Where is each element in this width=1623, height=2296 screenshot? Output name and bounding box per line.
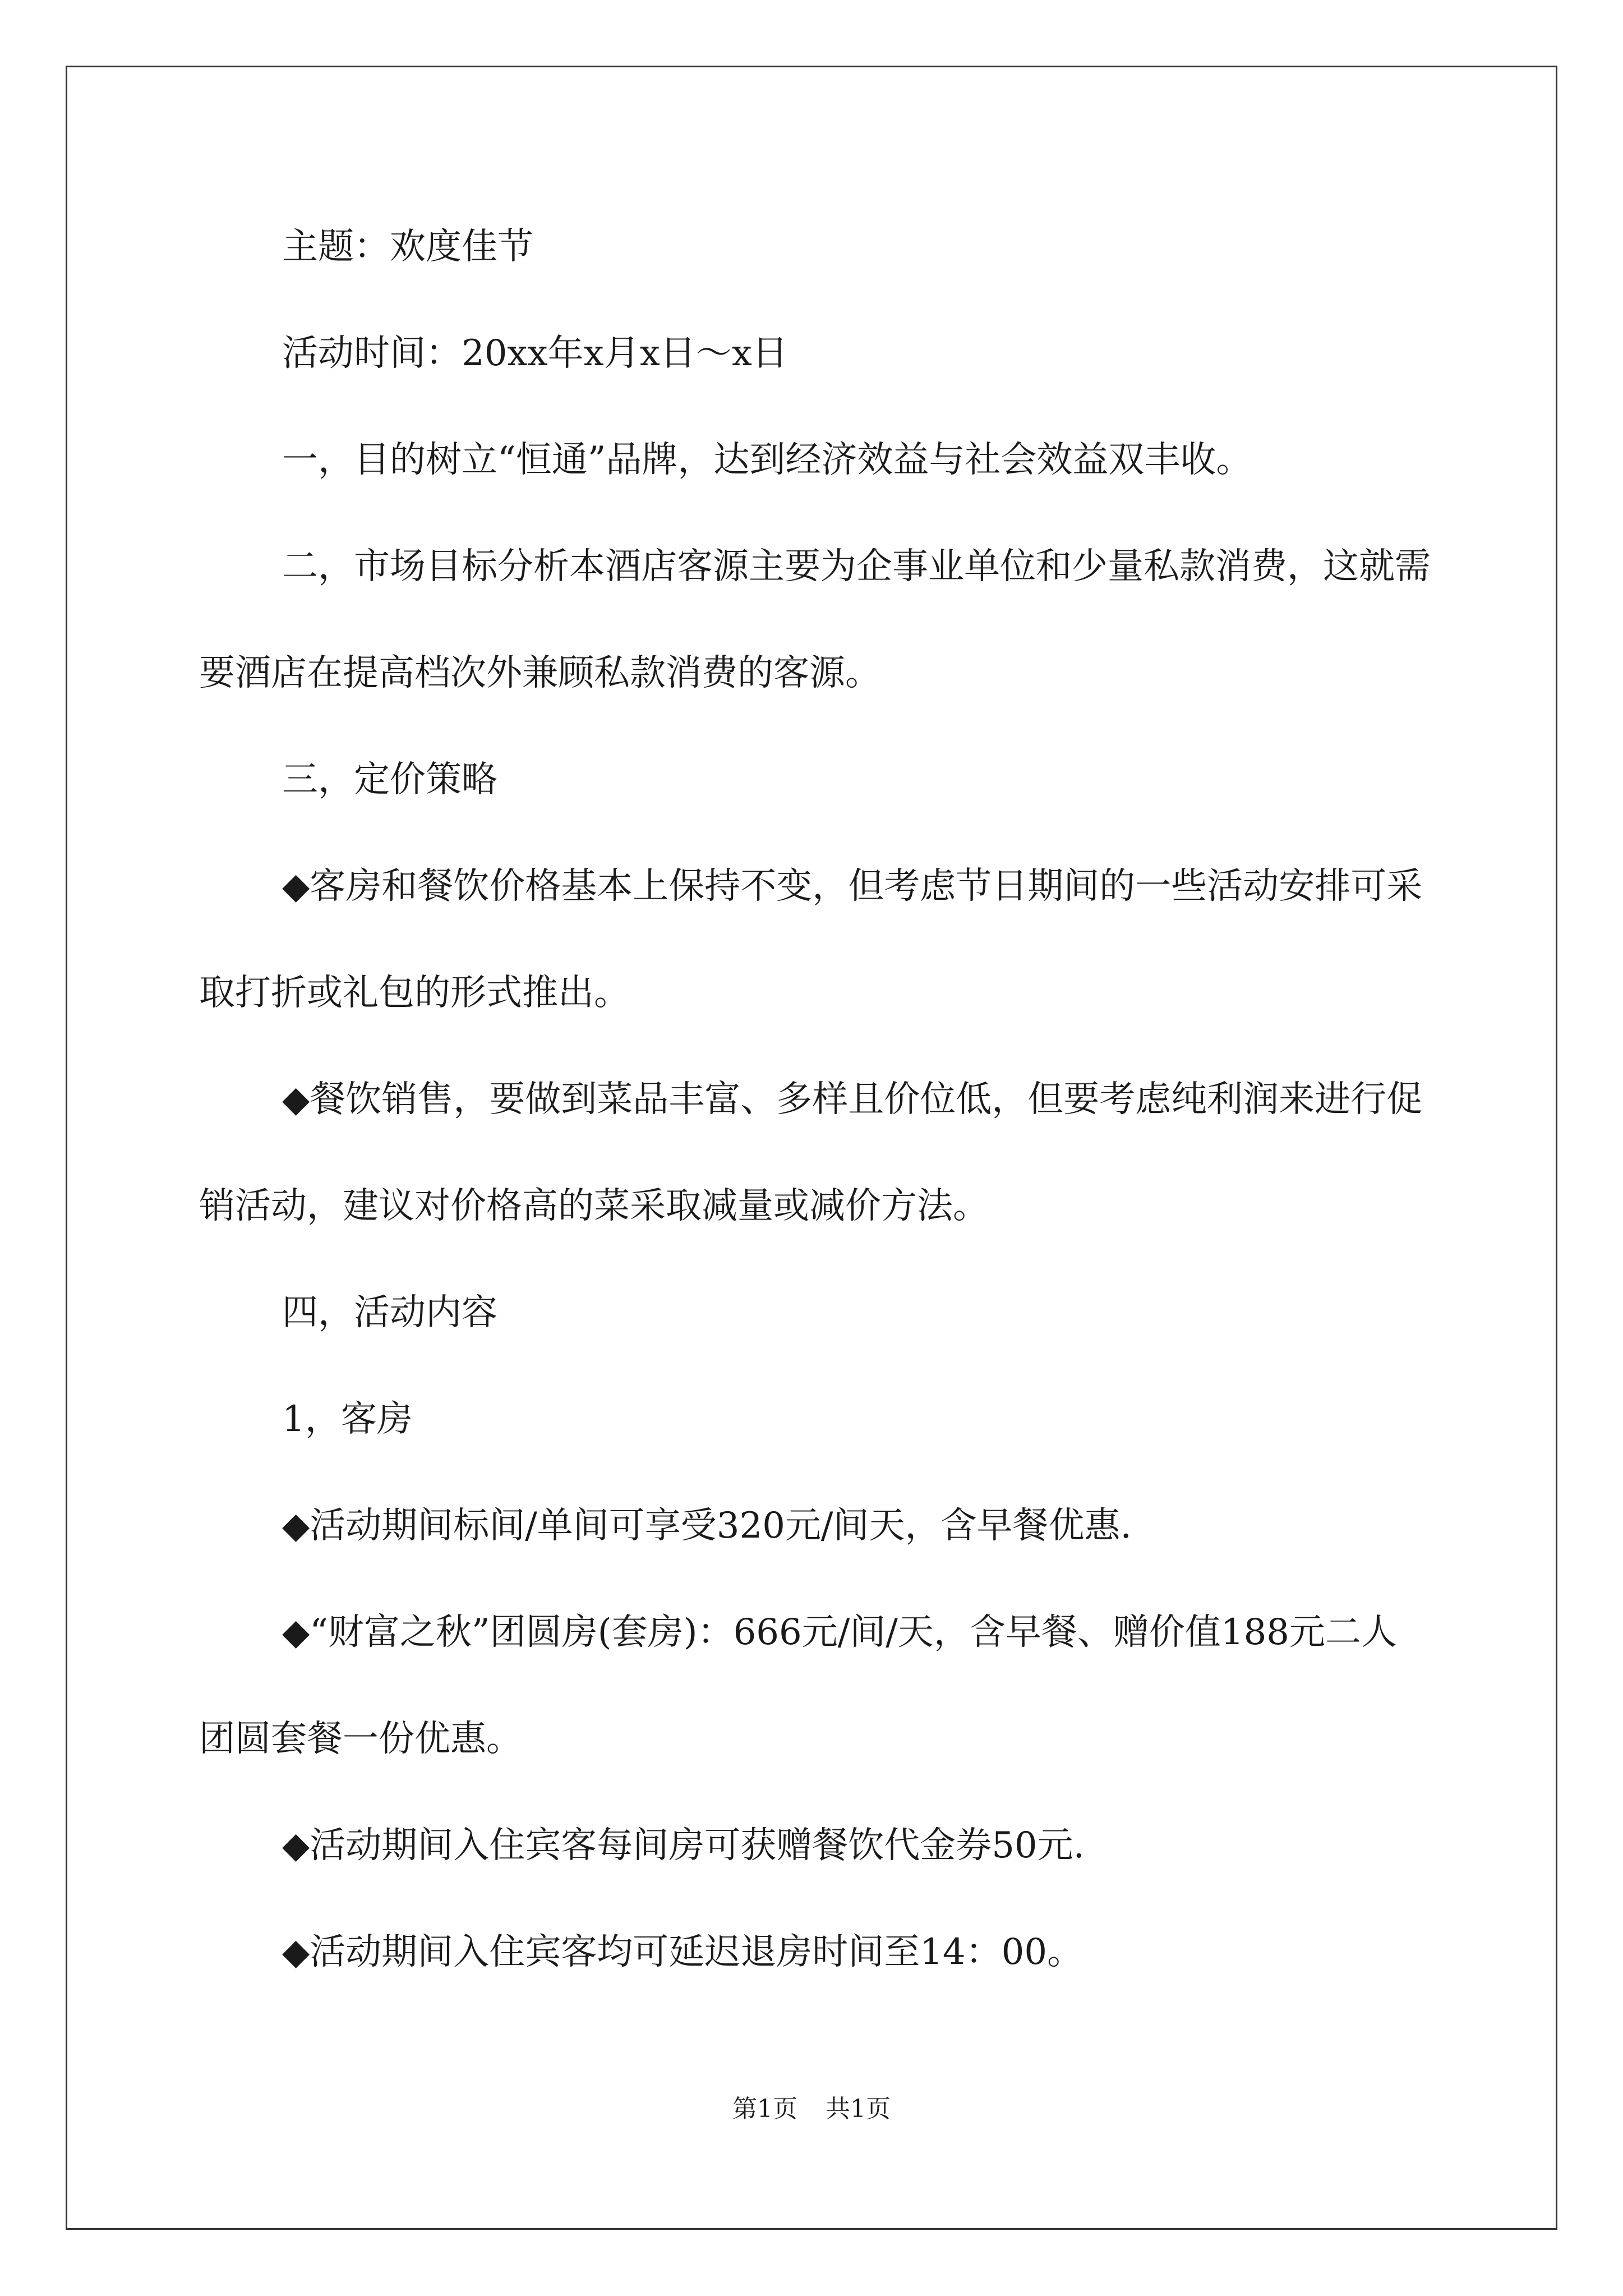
page-total: 共1页 <box>826 2095 891 2123</box>
heading-activity-content: 四，活动内容 <box>282 1292 497 1333</box>
paragraph-theme: 主题：欢度佳节 <box>282 226 533 268</box>
heading-pricing-strategy: 三，定价策略 <box>282 759 497 800</box>
paragraph-pricing-rooms: ◆客房和餐饮价格基本上保持不变，但考虑节日期间的一些活动安排可采取打折或礼包的形式推出。 <box>199 866 1423 1014</box>
paragraph-purpose: 一，目的树立“恒通”品牌，达到经济效益与社会效益双丰收。 <box>282 439 1252 481</box>
page-number: 第1页 <box>732 2095 797 2123</box>
document-body <box>199 194 1433 2005</box>
page-footer <box>0 2092 1623 2126</box>
list-item-dining-voucher: ◆活动期间入住宾客每间房可获赠餐饮代金券50元. <box>282 1825 1085 1866</box>
list-item-reunion-suite: ◆“财富之秋”团圆房(套房)：666元/间/天，含早餐、赠价值188元二人团圆套餐一份优惠。 <box>199 1612 1398 1760</box>
list-item-standard-room: ◆活动期间标间/单间可享受320元/间天，含早餐优惠. <box>282 1505 1132 1547</box>
heading-rooms: 1，客房 <box>282 1398 413 1440</box>
paragraph-pricing-dining: ◆餐饮销售，要做到菜品丰富、多样且价位低，但要考虑纯利润来进行促销活动，建议对价格高的菜采取减量或减价方法。 <box>199 1079 1423 1227</box>
list-item-late-checkout: ◆活动期间入住宾客均可延迟退房时间至14：00。 <box>282 1931 1083 1973</box>
paragraph-market-analysis: 二，市场目标分析本酒店客源主要为企事业单位和少量私款消费，这就需要酒店在提高档次外兼顾私款消费的客源。 <box>199 546 1431 694</box>
paragraph-activity-time: 活动时间：20xx年x月x日～x日 <box>282 333 788 374</box>
